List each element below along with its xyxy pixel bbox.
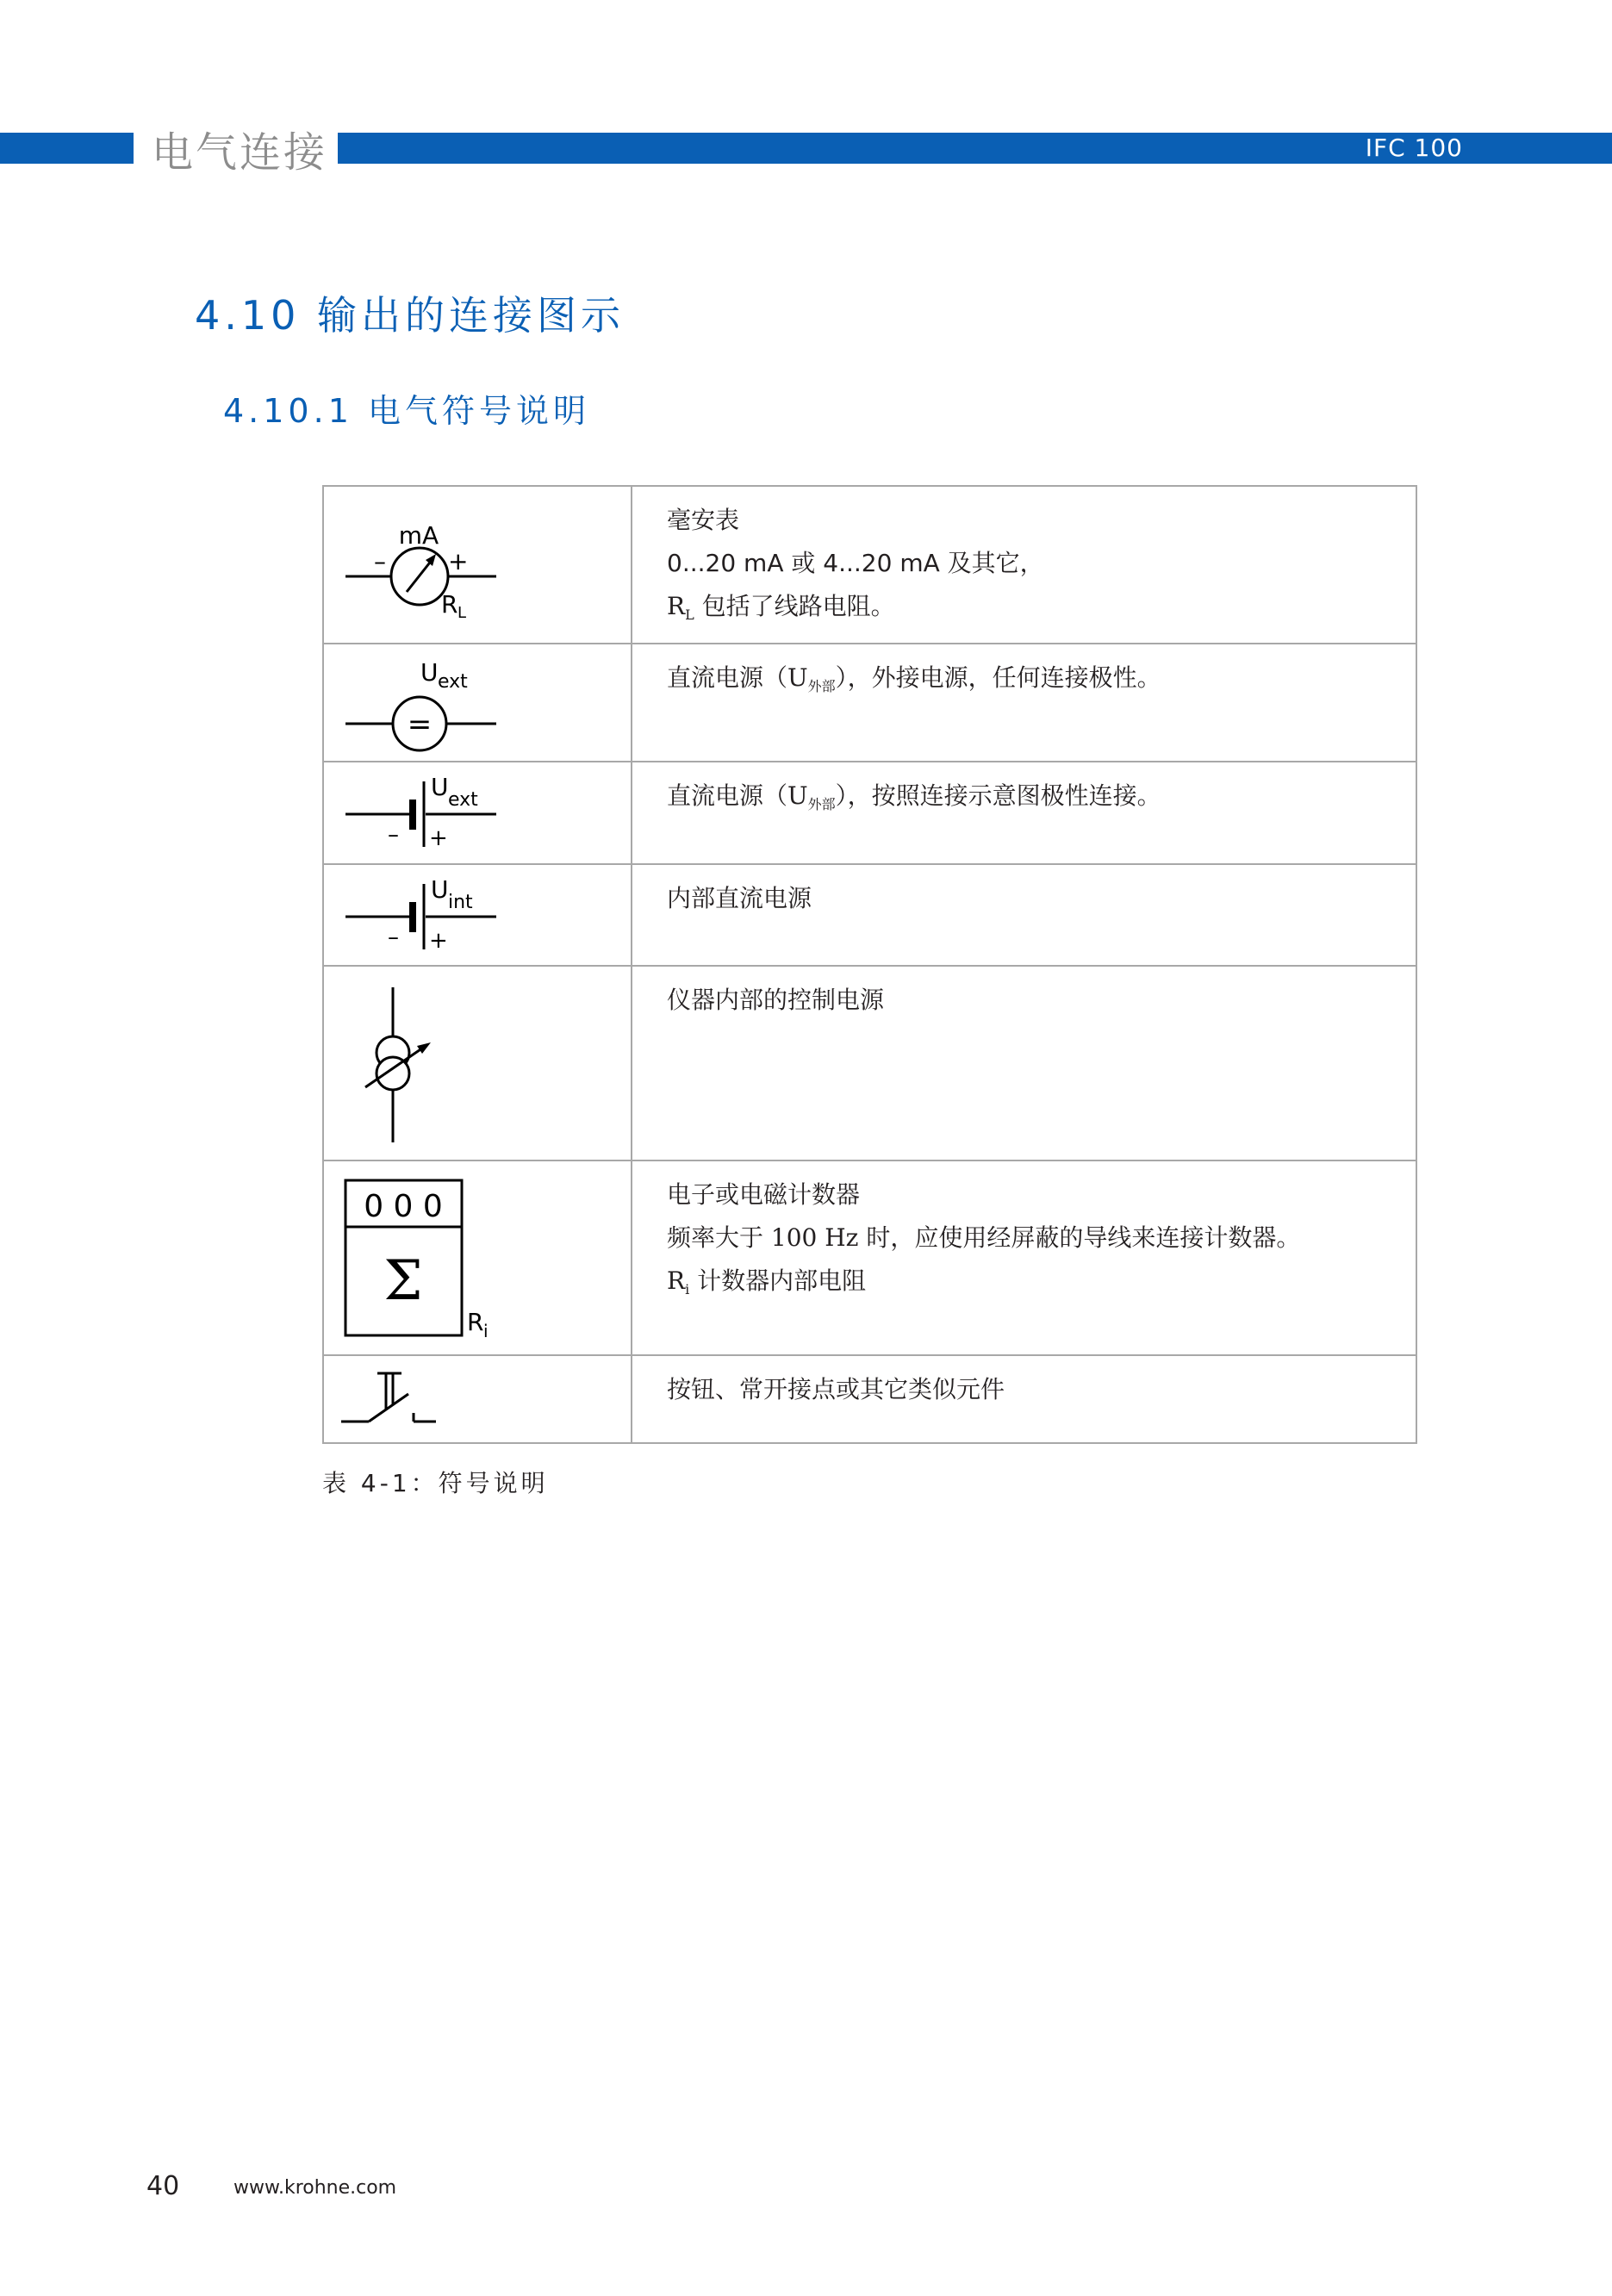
symbol-cell bbox=[323, 864, 632, 966]
description-cell: 内部直流电源 bbox=[632, 864, 1416, 966]
description-cell: 直流电源$(U_{外部})$，外接电源，任何连接极性。 bbox=[632, 644, 1416, 762]
page-number: 40 bbox=[146, 2171, 180, 2201]
battery-int-icon bbox=[324, 865, 631, 965]
svg-text:L: L bbox=[457, 604, 467, 622]
milliammeter-icon bbox=[324, 487, 631, 643]
svg-text:+: + bbox=[429, 928, 448, 954]
battery-ext-icon bbox=[324, 762, 631, 863]
svg-text:+: + bbox=[429, 825, 448, 851]
description-cell: 毫安表 0...20 mA 或 4...20 mA 及其它， $R_L$ 包括了线路电阻。 bbox=[632, 486, 1416, 644]
heading-1: 4.10 输出的连接图示 bbox=[195, 292, 626, 339]
footer-url[interactable]: www.krohne.com bbox=[233, 2177, 397, 2199]
symbol-cell bbox=[323, 644, 632, 762]
table-row bbox=[323, 966, 1416, 1160]
svg-text:=: = bbox=[407, 707, 433, 742]
svg-text:–: – bbox=[388, 822, 399, 848]
controlled-source-icon bbox=[324, 967, 631, 1160]
svg-text:ext: ext bbox=[448, 789, 478, 811]
svg-text:R: R bbox=[441, 590, 458, 619]
description-cell: 按钮、常开接点或其它类似元件 bbox=[632, 1355, 1416, 1443]
symbol-cell bbox=[323, 1355, 632, 1443]
description-cell: 直流电源$(U_{外部})$，按照连接示意图极性连接。 bbox=[632, 762, 1416, 864]
svg-text:0 0 0: 0 0 0 bbox=[364, 1189, 443, 1224]
svg-text:i: i bbox=[483, 1321, 489, 1341]
svg-text:int: int bbox=[448, 892, 473, 913]
svg-text:+: + bbox=[448, 547, 469, 576]
dc-source-ext-icon bbox=[324, 644, 631, 761]
svg-text:–: – bbox=[388, 924, 399, 950]
section-title: 电气连接 bbox=[152, 128, 328, 177]
table-row bbox=[323, 864, 1416, 966]
symbol-cell bbox=[323, 486, 632, 644]
svg-text:–: – bbox=[374, 547, 386, 576]
table-row bbox=[323, 644, 1416, 762]
table-row bbox=[323, 1160, 1416, 1355]
description-cell: 电子或电磁计数器 频率大于 100 Hz 时，应使用经屏蔽的导线来连接计数器。 $R_i$ 计数器内部电阻 bbox=[632, 1160, 1416, 1355]
svg-text:U: U bbox=[420, 658, 439, 687]
symbol-table bbox=[322, 485, 1417, 1444]
product-name: IFC 100 bbox=[1365, 134, 1463, 162]
header-bar-left bbox=[0, 133, 134, 164]
svg-text:R: R bbox=[467, 1308, 484, 1336]
symbol-cell bbox=[323, 1160, 632, 1355]
table-row bbox=[323, 486, 1416, 644]
svg-text:U: U bbox=[431, 773, 449, 801]
pushbutton-icon bbox=[324, 1356, 631, 1442]
table-row bbox=[323, 1355, 1416, 1443]
svg-text:ext: ext bbox=[438, 671, 468, 693]
symbol-cell bbox=[323, 966, 632, 1160]
symbol-cell bbox=[323, 762, 632, 864]
table-row bbox=[323, 762, 1416, 864]
description-cell: 仪器内部的控制电源 bbox=[632, 966, 1416, 1160]
counter-icon bbox=[324, 1161, 631, 1354]
svg-text:Σ: Σ bbox=[383, 1249, 423, 1313]
svg-text:U: U bbox=[431, 875, 449, 904]
table-caption: 表 4-1：符号说明 bbox=[322, 1469, 549, 1497]
svg-text:mA: mA bbox=[398, 521, 439, 550]
heading-2: 4.10.1 电气符号说明 bbox=[223, 392, 590, 430]
